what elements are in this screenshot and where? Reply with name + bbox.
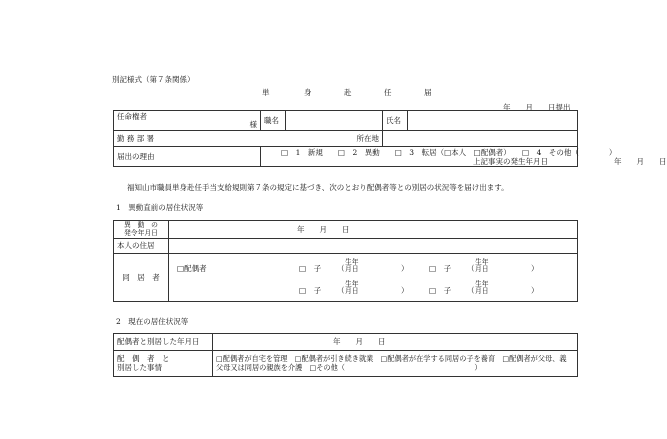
location-field[interactable] — [383, 131, 578, 147]
title-char: 任 — [384, 88, 392, 97]
position-label: 職名 — [261, 111, 286, 131]
reason-cell[interactable] — [261, 147, 667, 167]
dept-field[interactable] — [261, 131, 383, 147]
circumstance-line1[interactable]: □配偶者が自宅を管理 □配偶者が引き続き就業 □配偶者が在学する同居の子を養育 □配偶者が父母、義 — [216, 354, 567, 364]
title-char: 赴 — [344, 88, 352, 97]
paren-open: （ — [337, 264, 345, 273]
form-label: 別記様式（第７条関係） — [112, 75, 195, 84]
appointer-label: 任命権者 — [117, 112, 147, 121]
circumstance-label: 配 偶 者 と 別居した事情 — [114, 351, 213, 377]
sama-label: 様 — [249, 119, 257, 129]
title-char: 身 — [304, 88, 312, 97]
move-date-field[interactable] — [169, 221, 578, 239]
birth-label: 生年 月日 — [475, 258, 489, 274]
title-char: 届 — [424, 88, 432, 97]
submission-date: 年 月 日提出 — [503, 103, 571, 112]
appointer-cell[interactable] — [114, 111, 261, 131]
top-info-table — [113, 110, 667, 167]
separate-date-value: 年 月 日 — [333, 337, 386, 347]
move-date-value: 年 月 日 — [297, 224, 350, 234]
child-checkbox[interactable]: □ 子 — [299, 264, 322, 273]
reason-options[interactable]: □ 1 新規 □ 2 異動 □ 3 転居（□本人 □配偶者） □ 4 その他（ ） — [281, 148, 617, 157]
move-date-label: 異 動 の 発令年月日 — [114, 221, 169, 239]
paren-close: ） — [401, 286, 409, 295]
birth-label: 生年 月日 — [345, 258, 359, 274]
residence-label: 本人の住居 — [114, 239, 169, 254]
residence-field[interactable] — [169, 239, 578, 254]
section2-table — [113, 333, 578, 377]
section1-table — [113, 220, 578, 302]
child-checkbox[interactable]: □ 子 — [429, 264, 452, 273]
child-checkbox[interactable]: □ 子 — [429, 286, 452, 295]
paren-close: ） — [401, 264, 409, 273]
name-label: 氏名 — [383, 111, 408, 131]
dept-label: 勤 務 部 署 — [114, 131, 261, 147]
title-char: 単 — [262, 88, 270, 97]
intro-text: 福知山市職員単身赴任手当支給規則第７条の規定に基づき、次のとおり配偶者等との別居の状況等を届け出ます。 — [127, 183, 509, 192]
reason-label: 届出の理由 — [114, 147, 261, 167]
location-label: 所在地 — [356, 133, 379, 143]
occurrence-date[interactable]: 年 月 日 — [614, 157, 667, 166]
name-field[interactable] — [408, 111, 578, 131]
paren-open: （ — [467, 264, 475, 273]
child-checkbox[interactable]: □ 子 — [299, 286, 322, 295]
paren-open: （ — [467, 286, 475, 295]
birth-label: 生年 月日 — [345, 280, 359, 296]
section1-heading: 1 異動直前の居住状況等 — [116, 203, 204, 212]
birth-label: 生年 月日 — [475, 280, 489, 296]
occurrence-label: 上記事実の発生年月日 — [473, 157, 548, 166]
cohab-field[interactable] — [169, 254, 578, 302]
separate-date-field[interactable] — [213, 334, 578, 351]
paren-close: ） — [531, 264, 539, 273]
spouse-checkbox[interactable]: □配偶者 — [177, 264, 207, 273]
circumstance-line2[interactable]: 父母又は同居の親族を介護 □その他（ ） — [216, 362, 482, 372]
cohab-label: 同 居 者 — [114, 254, 169, 302]
paren-close: ） — [531, 286, 539, 295]
separate-date-label: 配偶者と別居した年月日 — [114, 334, 213, 351]
circumstance-options[interactable] — [213, 351, 578, 377]
paren-open: （ — [337, 286, 345, 295]
section2-heading: 2 現在の居住状況等 — [116, 317, 189, 326]
position-field[interactable] — [286, 111, 383, 131]
